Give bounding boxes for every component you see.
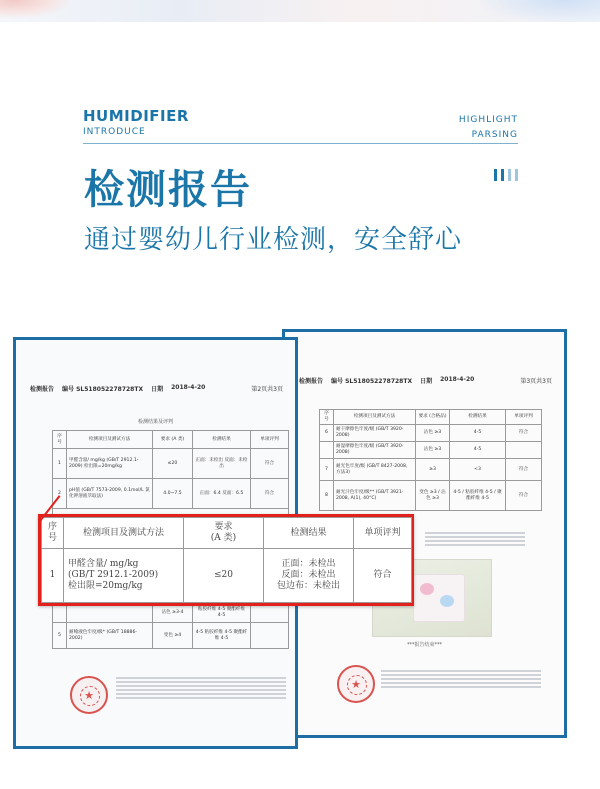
- bar-2: [501, 169, 504, 181]
- top-decorative-strip: [0, 0, 600, 22]
- callout-result-line1: 正面：未检出: [281, 559, 336, 569]
- brand-block: [83, 107, 189, 137]
- table-row: [53, 623, 289, 649]
- col-item: 检测项目及测试方法: [67, 431, 153, 449]
- col-item: 检测项目及测试方法: [334, 410, 416, 425]
- report-footer: [381, 670, 541, 690]
- report-page-3-header: [299, 376, 552, 385]
- callout-data-row: [42, 549, 412, 603]
- callout-col-judge: 单项评判: [354, 518, 412, 549]
- cell-no: 2: [53, 479, 67, 509]
- cell-item: 耐唾液色牢度/级* (GB/T 18886-2002): [67, 623, 153, 649]
- report-date: 2018-4-20: [440, 376, 475, 383]
- cell-req: ≤20: [153, 449, 193, 479]
- report-number: 编号 SL518052278728TX: [62, 386, 144, 393]
- cell-judge: 符合: [251, 449, 289, 479]
- cell-req: 变色 ≥4: [153, 623, 193, 649]
- report-page-3-table: [319, 409, 542, 511]
- cell-judge: [251, 623, 289, 649]
- cell-no: 6: [320, 425, 334, 442]
- cell-item: 耐干摩擦色牢度/级 (GB/T 3920-2008): [334, 425, 416, 442]
- col-result: 检测结果: [193, 431, 251, 449]
- header-divider: [83, 143, 518, 144]
- cell-req: 沾色 ≥3-4: [153, 603, 193, 623]
- cell-result: 4-5 粘胶纤维 4-5 聚酯纤维 4-5: [193, 623, 251, 649]
- top-strip-peach-glow: [0, 0, 70, 18]
- bar-3: [508, 169, 511, 181]
- callout-item-line3: 检出限=20mg/kg: [68, 581, 143, 591]
- cell-no: 1: [53, 449, 67, 479]
- report-caption: 检测结果及评判: [137, 419, 173, 425]
- report-date-label: 日期: [420, 378, 433, 385]
- cell-req: 变色 ≥3 / 沾色 ≥3: [416, 481, 450, 511]
- callout-result-line2: 反面：未检出: [281, 570, 336, 580]
- col-req: 要求 (A 类): [153, 431, 193, 449]
- footer-line: [381, 682, 541, 684]
- cell-item: 耐湿摩擦色牢度/级 (GB/T 3920-2008): [334, 442, 416, 459]
- footer-line: [116, 677, 286, 679]
- report-end-caption: ***报告结束***: [406, 642, 442, 648]
- cell-result: 正面：6.4 反面：6.5: [193, 479, 251, 509]
- bar-4: [515, 169, 518, 181]
- cell-req: 4.0~7.5: [153, 479, 193, 509]
- cell-item: 甲醛含量/ mg/kg (GB/T 2912.1-2009) 检出限=20mg/kg: [67, 449, 153, 479]
- callout-col-result: 检测结果: [264, 518, 354, 549]
- footer-line: [116, 681, 286, 683]
- table-header-row: [320, 410, 542, 425]
- cell-result: 粘胶纤维 4-5 聚酯纤维 4-5: [193, 603, 251, 623]
- report-title: 检测报告: [299, 378, 324, 385]
- cell-result: 4-5: [450, 442, 506, 459]
- table-row: [320, 459, 542, 481]
- callout-row-judge: 符合: [354, 549, 412, 603]
- bar-1: [494, 169, 497, 181]
- note-line: [425, 540, 525, 542]
- table-header-row: [53, 431, 289, 449]
- cell-item: 耐光色牢度/级 (GB/T 8427-2008, 方法3): [334, 459, 416, 481]
- footer-line: [381, 686, 541, 688]
- report-page-number: 第3页共3页: [520, 378, 552, 385]
- note-line: [425, 536, 525, 538]
- page-title: 检测报告: [84, 167, 252, 213]
- report-footer: [116, 677, 286, 701]
- report-number: 编号 SL518052278728TX: [331, 378, 413, 385]
- brand-subtitle: INTRODUCE: [83, 127, 146, 137]
- note-line: [425, 532, 525, 534]
- table-row: [53, 479, 289, 509]
- cell-judge: [506, 442, 542, 459]
- note-line: [425, 544, 525, 546]
- sample-towel-image: [413, 574, 465, 622]
- inspection-seal-icon: [337, 665, 375, 703]
- report-page-number: 第2页共3页: [251, 386, 283, 393]
- cell-result: 4-5 / 粘胶纤维 4-5 / 聚酯纤维 4-5: [450, 481, 506, 511]
- report-title: 检测报告: [30, 386, 55, 393]
- col-judge: 单项评判: [506, 410, 542, 425]
- inspection-seal-icon: [70, 676, 108, 714]
- callout-col-req: [184, 518, 264, 549]
- highlight-block: [459, 113, 518, 143]
- cell-judge: 符合: [251, 479, 289, 509]
- cell-no: 8: [320, 481, 334, 511]
- callout-table: [41, 517, 412, 603]
- callout-col-item: 检测项目及测试方法: [64, 518, 184, 549]
- callout-row-item: [64, 549, 184, 603]
- cell-item: 耐光汗色牢度/级** (GB/T 3921-2008, A(1), 40°C): [334, 481, 416, 511]
- callout-col-req-line2: (A 类): [210, 533, 237, 543]
- top-strip-blue-glow: [480, 0, 600, 22]
- callout-col-req-line1: 要求: [214, 522, 233, 532]
- report-page-2-header: [30, 384, 283, 393]
- footer-line: [116, 693, 286, 695]
- cell-result: 4-5: [450, 425, 506, 442]
- callout-row-no: 1: [42, 549, 64, 603]
- brand-title: HUMIDIFIER: [83, 107, 189, 125]
- report-date-label: 日期: [151, 386, 164, 393]
- table-row: [320, 425, 542, 442]
- callout-row-req: ≤20: [184, 549, 264, 603]
- cell-result: <3: [450, 459, 506, 481]
- col-judge: 单项评判: [251, 431, 289, 449]
- table-row: [320, 481, 542, 511]
- col-result: 检测结果: [450, 410, 506, 425]
- cell-judge: 符合: [506, 425, 542, 442]
- page-subtitle: 通过婴幼儿行业检测，安全舒心: [84, 225, 463, 255]
- cell-req: 沾色 ≥3: [416, 425, 450, 442]
- footer-line: [116, 697, 286, 699]
- decorative-bars-icon: [494, 166, 522, 178]
- cell-judge: 符合: [506, 459, 542, 481]
- cell-no: 7: [320, 459, 334, 481]
- table-row: [320, 442, 542, 459]
- footer-line: [381, 678, 541, 680]
- callout-item-line1: 甲醛含量/ mg/kg: [68, 559, 139, 569]
- cell-no: [320, 442, 334, 459]
- col-req: 要求 (合格品): [416, 410, 450, 425]
- table-row: [53, 449, 289, 479]
- footer-line: [116, 685, 286, 687]
- callout-item-line2: (GB/T 2912.1-2009): [68, 570, 159, 580]
- footer-line: [381, 670, 541, 672]
- report-notes: [425, 532, 525, 548]
- callout-col-no: 序号: [42, 518, 64, 549]
- cell-item: pH值 (GB/T 7573-2009, 0.1mol/L 氯化钾溶液萃取法): [67, 479, 153, 509]
- cell-no: 5: [53, 623, 67, 649]
- highlight-line-1: HIGHLIGHT: [458, 115, 518, 125]
- col-no: 序号: [320, 410, 334, 425]
- report-date: 2018-4-20: [171, 384, 206, 391]
- col-no: 序号: [53, 431, 67, 449]
- magnified-result-callout: [38, 514, 414, 606]
- footer-line: [116, 689, 286, 691]
- cell-req: 沾色 ≥3: [416, 442, 450, 459]
- footer-line: [381, 674, 541, 676]
- cell-judge: 符合: [506, 481, 542, 511]
- callout-result-line3: 包边布：未检出: [276, 581, 340, 591]
- callout-header-row: [42, 518, 412, 549]
- highlight-line-2: PARSING: [471, 130, 518, 140]
- cell-req: ≥3: [416, 459, 450, 481]
- cell-result: 正面：未检出 反面：未检出: [193, 449, 251, 479]
- callout-row-result: [264, 549, 354, 603]
